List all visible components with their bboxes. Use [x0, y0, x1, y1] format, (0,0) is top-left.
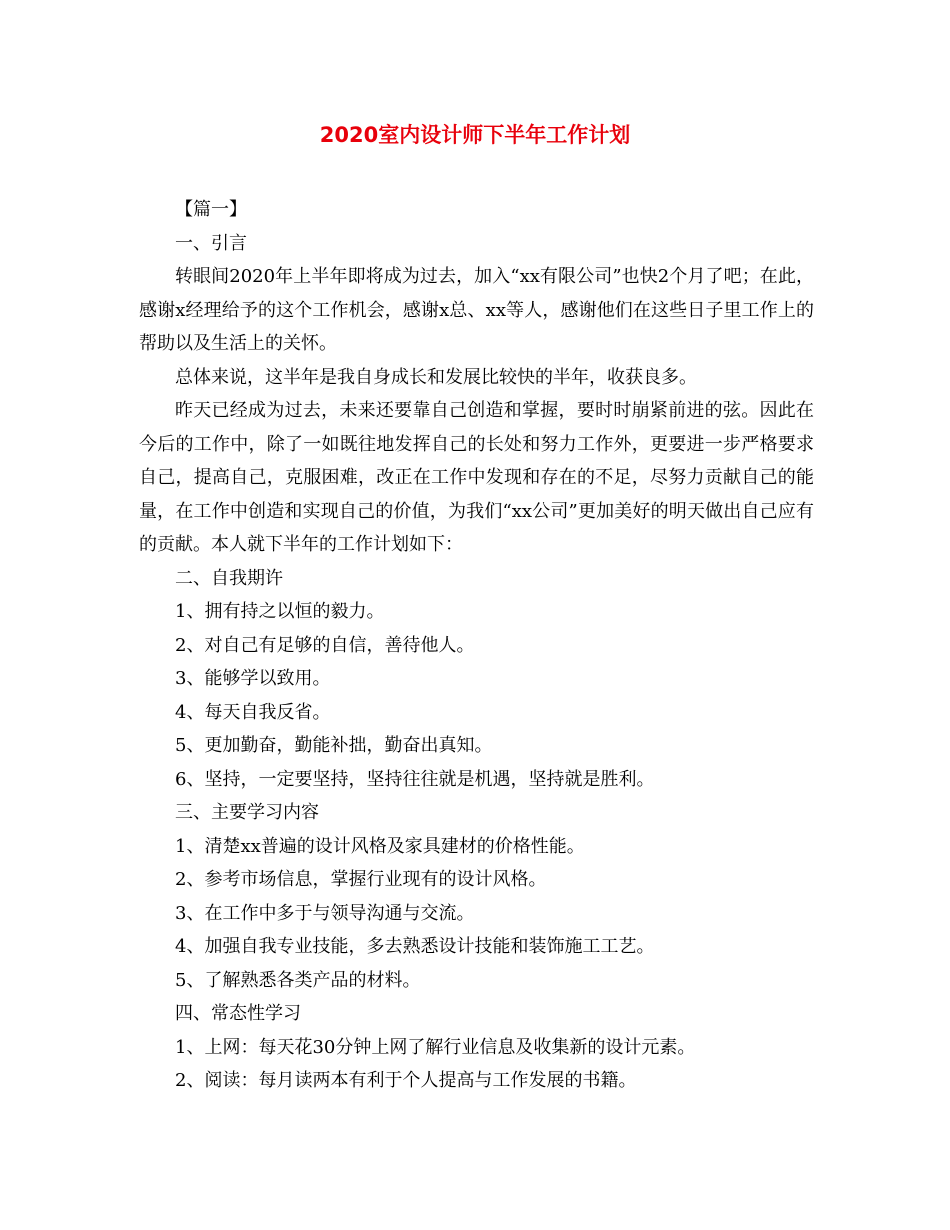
intro-paragraph-1: 转眼间2020年上半年即将成为过去，加入“xx有限公司”也快2个月了吧；在此，感谢x经理给予的这个工作机会，感谢x总、xx等人，感谢他们在这些日子里工作上的帮助以及生活上的关怀。: [139, 266, 814, 354]
list-item: 4、每天自我反省。: [175, 701, 331, 723]
document-title: 2020室内设计师下半年工作计划: [319, 123, 631, 147]
list-item: 2、参考市场信息，掌握行业现有的设计风格。: [175, 869, 547, 890]
list-item: 1、清楚xx普遍的设计风格及家具建材的价格性能。: [175, 835, 585, 857]
section-label: 【篇一】: [175, 199, 247, 220]
list-item: 4、加强自我专业技能，多去熟悉设计技能和装饰施工工艺。: [175, 936, 655, 957]
intro-paragraph-3: 昨天已经成为过去，未来还要靠自己创造和掌握，要时时崩紧前进的弦。因此在今后的工作中，除了一如既往地发挥自己的长处和努力工作外，更要进一步严格要求自己，提高自己，克服困难，改正在工作中发现和存在的不足，尽努力贡献自己的能量，在工作中创造和实现自己的价值，为我们“xx公司”更加美好的明天做出自己应有的贡献。本人就下半年的工作计划如下：: [139, 400, 814, 555]
list-item: 1、拥有持之以恒的毅力。: [175, 601, 385, 622]
document-body: [139, 193, 814, 1098]
intro-paragraph-2: 总体来说，这半年是我自身成长和发展比较快的半年，收获良多。: [175, 366, 697, 388]
list-item: 3、在工作中多于与领导沟通与交流。: [175, 902, 475, 924]
list-item: 5、更加勤奋，勤能补拙，勤奋出真知。: [175, 735, 493, 756]
list-item: 1、上网：每天花30分钟上网了解行业信息及收集新的设计元素。: [175, 1036, 696, 1058]
list-item: 2、对自己有足够的自信，善待他人。: [175, 634, 475, 656]
list-item: 2、阅读：每月读两本有利于个人提高与工作发展的书籍。: [175, 1070, 637, 1091]
list-item: 5、了解熟悉各类产品的材料。: [175, 969, 421, 991]
heading-main-study: 三、主要学习内容: [175, 802, 319, 823]
heading-self-expectation: 二、自我期许: [175, 567, 283, 589]
heading-introduction: 一、引言: [175, 232, 247, 254]
list-item: 6、坚持，一定要坚持，坚持往往就是机遇，坚持就是胜利。: [175, 768, 655, 790]
list-item: 3、能够学以致用。: [175, 668, 331, 689]
heading-routine-study: 四、常态性学习: [175, 1003, 301, 1024]
